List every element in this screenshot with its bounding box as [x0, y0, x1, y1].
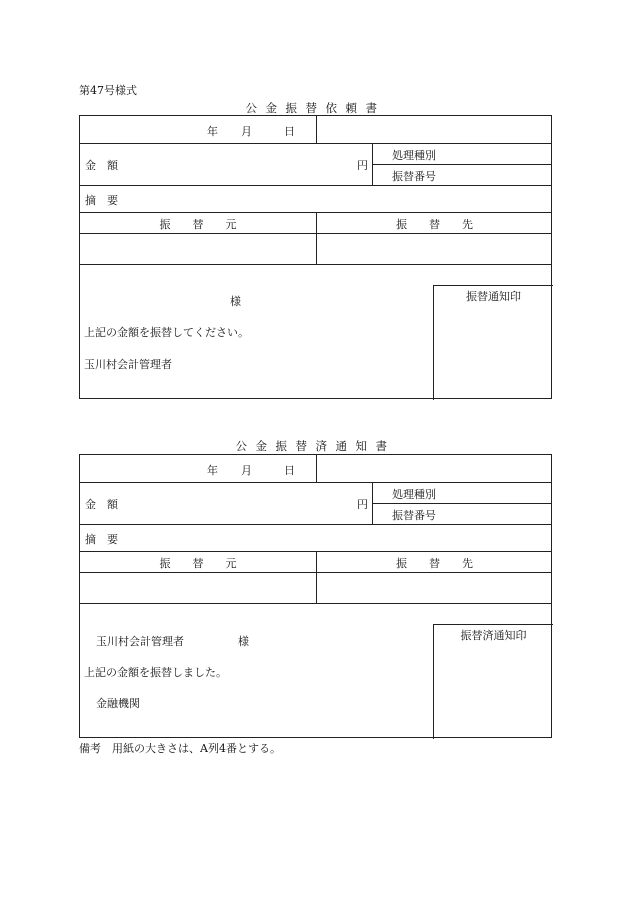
request-transfer-number-label: 振替番号 — [392, 170, 436, 183]
completion-destination-label: 振 替 先 — [396, 557, 473, 570]
completion-form-title: 公金振替済通知書 — [235, 439, 396, 453]
request-seal-box — [433, 285, 553, 400]
request-yen-unit: 円 — [357, 159, 368, 172]
completion-yen-unit: 円 — [357, 498, 368, 511]
request-instruction: 上記の金額を振替してください。 — [84, 326, 249, 339]
completion-amount-label: 金 額 — [85, 498, 118, 511]
completion-processing-type-label: 処理種別 — [392, 488, 436, 501]
form-number: 第47号様式 — [79, 84, 137, 97]
request-date-year: 年 — [207, 125, 218, 138]
completion-date-month: 月 — [241, 464, 252, 477]
request-processing-type-label: 処理種別 — [392, 149, 436, 162]
request-date-day: 日 — [284, 125, 295, 138]
request-source-label: 振 替 元 — [159, 218, 237, 231]
completion-transfer-number-label: 振替番号 — [392, 509, 436, 522]
completion-seal-label: 振替済通知印 — [460, 629, 527, 642]
remarks-note: 備考 用紙の大きさは、A列4番とする。 — [79, 742, 281, 755]
request-summary-label: 摘 要 — [85, 194, 118, 207]
request-date-month: 月 — [241, 125, 252, 138]
completion-honorific: 様 — [238, 635, 249, 648]
completion-form — [79, 454, 552, 738]
completion-date-day: 日 — [284, 464, 295, 477]
request-honorific: 様 — [230, 295, 241, 308]
request-destination-label: 振 替 先 — [396, 218, 473, 231]
request-form-title: 公金振替依頼書 — [245, 101, 386, 115]
request-amount-label: 金 額 — [85, 159, 118, 172]
request-signatory: 玉川村会計管理者 — [84, 358, 172, 371]
completion-institution: 金融機関 — [96, 697, 140, 710]
request-seal-label: 振替通知印 — [466, 290, 521, 303]
completion-statement: 上記の金額を振替しました。 — [84, 666, 227, 679]
completion-seal-box — [433, 624, 553, 739]
completion-addressee: 玉川村会計管理者 — [96, 635, 184, 648]
completion-summary-label: 摘 要 — [85, 533, 118, 546]
completion-date-year: 年 — [207, 464, 218, 477]
completion-source-label: 振 替 元 — [159, 557, 237, 570]
request-form — [79, 115, 552, 399]
